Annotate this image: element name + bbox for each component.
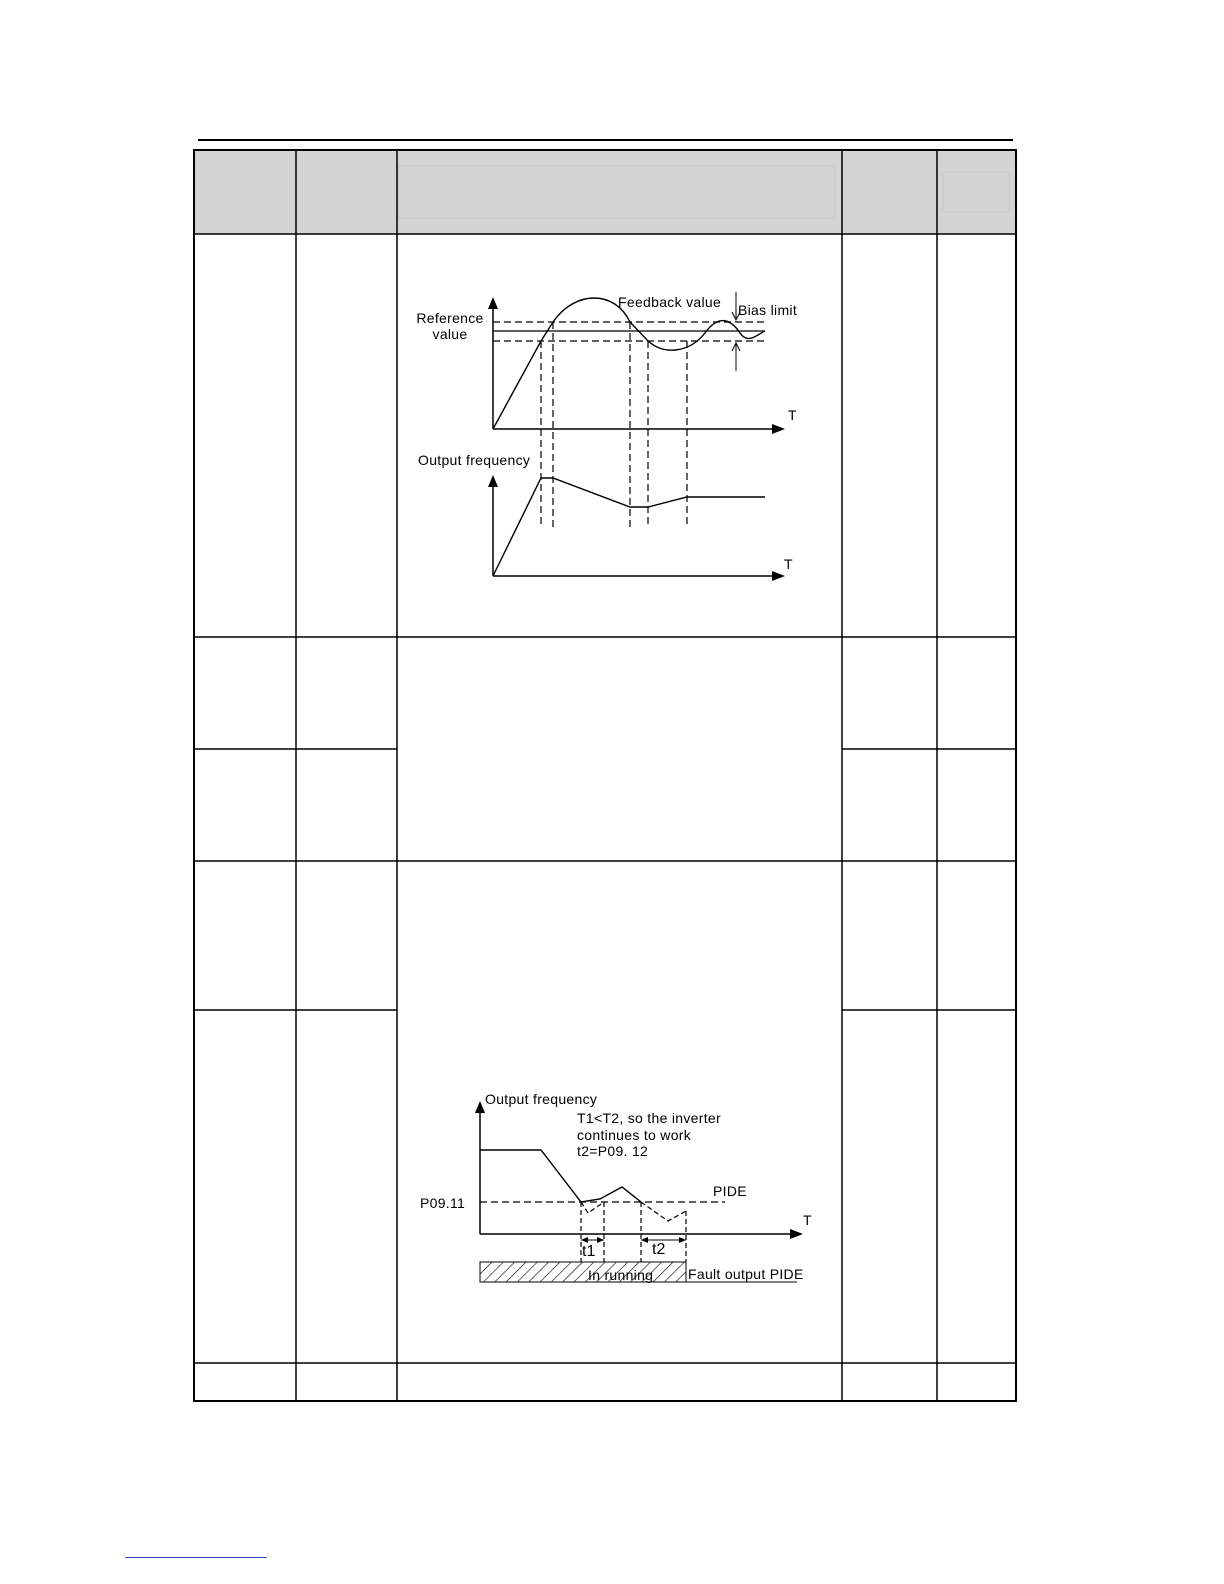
pide-label: PIDE — [713, 1183, 747, 1199]
bias-limit-label: Bias limit — [738, 302, 798, 318]
axis-t-label: T — [803, 1212, 812, 1228]
t1-label: t1 — [582, 1243, 596, 1260]
output-frequency-label-2: Output frequency — [485, 1091, 598, 1107]
note-line3: t2=P09. 12 — [577, 1143, 649, 1159]
table-header — [194, 150, 1016, 234]
reference-label-line1: Reference — [416, 310, 484, 326]
fault-output-label: Fault output PIDE — [688, 1266, 804, 1282]
footer-link-underline[interactable] — [125, 1557, 267, 1558]
axis1-t-label: T — [788, 407, 797, 423]
feedback-curve — [493, 298, 765, 429]
running-label: In running — [588, 1267, 654, 1283]
t2-label: t2 — [652, 1241, 666, 1258]
note-line2: continues to work — [577, 1127, 692, 1143]
running-bar — [480, 1262, 686, 1282]
table-border — [194, 150, 1016, 1401]
feedback-label: Feedback value — [618, 294, 722, 310]
reference-label-line2: value — [432, 326, 468, 342]
note-line1: T1<T2, so the inverter — [577, 1110, 721, 1126]
p0911-label: P09.11 — [420, 1195, 466, 1211]
output-frequency-label: Output frequency — [418, 452, 531, 468]
output-frequency-curve — [493, 478, 765, 576]
axis2-t-label: T — [784, 556, 793, 572]
pid-fault-diagram — [420, 1091, 812, 1283]
pid-bias-limit-diagram — [416, 292, 797, 581]
